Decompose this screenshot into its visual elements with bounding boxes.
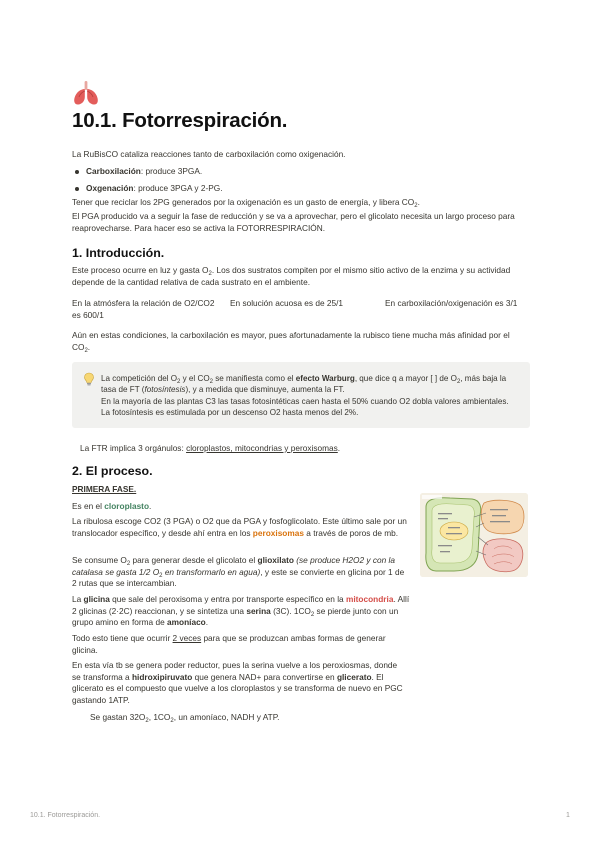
callout-line-3: La fotosíntesis es estimulada por un descenso O2 hasta menos del 2%. [101, 408, 359, 418]
bullet-text: : produce 3PGA y 2-PG. [133, 182, 223, 193]
text-run: . [149, 501, 152, 511]
bold-term: glioxilato [257, 555, 294, 565]
bold-term: serina [246, 605, 271, 616]
text-run: La competición del O [101, 374, 178, 383]
lungs-icon [72, 80, 100, 106]
callout-content [101, 373, 521, 419]
italic-text: en transformarlo en agua) [162, 566, 261, 577]
text-run: Tener que reciclar los 2PG generados por la oxigenación es un gasto de energía, y libera CO [72, 197, 415, 207]
subscript: 2 [145, 718, 149, 724]
underlined-text: 2 veces [172, 633, 202, 643]
section1-paragraph-1 [72, 265, 530, 288]
text-run: para que se produzcan ambas formas de generar glicina. [72, 633, 386, 655]
text-run: . Los dos sustratos compiten por el mismo sitio activo de la enzima y su actividad depende de la cantidad relativa de cada sustrato en el ambiente. [72, 265, 511, 287]
highlight-peroxisome: peroxisomas [252, 527, 304, 538]
intro-paragraph-2 [72, 197, 532, 209]
text-run: , más baja la tasa de FT ( [101, 374, 507, 395]
page-number: 1 [566, 812, 570, 819]
callout-line-1 [101, 373, 521, 396]
bold-term: hidroxipiruvato [131, 671, 193, 682]
section-heading-introduccion: 1. Introducción. [72, 246, 165, 260]
text-run: Este proceso ocurre en luz y gasta O [72, 265, 209, 275]
text-run: y el CO [180, 374, 210, 383]
intro-text: El PGA producido va a seguir la fase de reducción y se va a aprovechar, pero el glicolato necesita un largo proceso para reaprovecharse. Para hacer eso se activa la FOTORRESPIRACIÓN. [72, 211, 515, 233]
text-run: que sale del peroxisoma y entra por transporte específico en la [109, 594, 346, 604]
text-run: La [72, 594, 84, 604]
text-run: se pierde junto con un grupo amino en forma de [72, 605, 399, 628]
ratio-text: En carboxilación/oxigenación es 3/1 [385, 298, 518, 308]
subscript: 2 [84, 347, 88, 354]
callout-warburg [72, 362, 530, 428]
ratio-solution [230, 298, 370, 310]
lightbulb-icon [83, 372, 95, 386]
section2-paragraph-6 [72, 660, 408, 706]
bullet-text: : produce 3PGA. [140, 166, 203, 176]
text-run: , un amoníaco, NADH y ATP. [173, 712, 280, 722]
text-run: . [87, 341, 91, 352]
text-run: (3C). 1CO [270, 605, 311, 616]
section1-paragraph-2 [72, 330, 530, 353]
bold-term: amoníaco [167, 617, 206, 628]
diagram-illustration [420, 493, 528, 577]
text-run: Se consume O [72, 555, 127, 565]
section2-paragraph-7 [90, 712, 550, 724]
intro-text: La RuBisCO cataliza reacciones tanto de carboxilación como oxigenación. [72, 149, 346, 159]
bold-term: glicina [83, 594, 110, 604]
bold-term: glicerato [336, 671, 372, 682]
section-heading-proceso: 2. El proceso. [72, 464, 153, 478]
section2-paragraph-1 [72, 501, 412, 513]
subscript: 2 [126, 561, 131, 567]
text-run: La FTR implica 3 orgánulos: [80, 443, 187, 453]
text-run: . [337, 443, 341, 453]
text-run: . Allí 2 glicinas (2·2C) reaccionan, y se sintetiza una [72, 594, 410, 616]
page-title: 10.1. Fotorrespiración. [72, 109, 288, 132]
subscript: 2 [177, 379, 181, 385]
text-run: . [417, 197, 420, 207]
text-run: ), y a medida que disminuye, aumenta la FT. [185, 385, 345, 395]
text-run: La ribulosa escoge CO2 (3 PGA) o O2 que da PGA y fosfoglicolato. Este último sale por un translocador específico, y desde ahí entra en los [72, 516, 407, 538]
subscript: 2 [208, 271, 212, 277]
ratio-text: En solución acuosa es de 25/1 [230, 298, 344, 308]
ratio-text: En la atmósfera la relación de O2/CO2 es 600/1 [72, 298, 215, 320]
footer-title: 10.1. Fotorrespiración. [30, 812, 101, 819]
text-run: Se gastan 32O [90, 712, 146, 722]
highlight-chloroplast: cloroplasto [104, 501, 150, 511]
ratio-carboxylation [385, 298, 533, 310]
subscript: 2 [310, 611, 315, 618]
italic-text: (se produce H2O2 y con la catalasa se gasta 1/2 O [72, 555, 395, 577]
text-run: En esta vía tb se genera poder reductor, pues la serina vuelve a los peroxiosmas, donde se transforma a [72, 660, 398, 682]
text-run: . [205, 617, 209, 628]
highlight-mitochondria: mitocondria [345, 594, 394, 604]
text-run: que genera NAD+ para convertirse en [192, 671, 337, 682]
section2-paragraph-4 [72, 594, 412, 629]
text-run: Es en el [72, 501, 105, 511]
intro-bullet-list [72, 166, 532, 199]
subscript: 2 [456, 379, 461, 385]
ratio-atmosphere [72, 298, 217, 321]
phase-title: PRIMERA FASE. [72, 484, 137, 494]
bullet-term: Carboxilación [86, 166, 141, 176]
intro-paragraph-3 [72, 211, 530, 234]
text-run: , 1CO [148, 712, 171, 722]
text-run: . El glicerato es el compuesto que vuelve a los cloroplastos y se transforma de nuevo en PGC gastando 1ATP. [72, 671, 403, 705]
section2-paragraph-5 [72, 633, 402, 656]
subscript: 2 [209, 379, 213, 385]
subscript: 2 [159, 572, 163, 579]
bullet-term: Oxgenación [86, 182, 134, 193]
photorespiration-diagram [420, 493, 528, 577]
section2-paragraph-3 [72, 555, 408, 590]
organelles-link[interactable]: cloroplastos, mitocondrias y peroxisomas [186, 443, 338, 453]
intro-paragraph-1 [72, 149, 532, 161]
callout-line-2: En la mayoría de las plantas C3 las tasas fotosintéticas caen hasta el 50% cuando O2 dobla valores ambientales. [101, 396, 509, 406]
text-run: se manifiesta como el [212, 374, 296, 383]
subscript: 2 [414, 203, 418, 209]
text-run: para generar desde el glicolato el [130, 555, 258, 565]
list-item [72, 166, 532, 178]
text-run: , que dice q a mayor [ ] de O [354, 374, 457, 383]
section2-paragraph-2 [72, 516, 408, 539]
text-run: Aún en estas condiciones, la carboxilación es mayor, pues afortunadamente la rubisco tiene mucha más afinidad por el CO [72, 330, 510, 352]
bold-term: efecto Warburg [295, 374, 355, 383]
text-run: Todo esto tiene que ocurrir [72, 633, 173, 643]
text-run: , y este se convierte en glicina por 1 de 2 rutas que se intercambian. [72, 566, 405, 589]
list-item [72, 183, 532, 195]
subscript: 2 [170, 718, 174, 724]
text-run: a través de poros de mb. [303, 527, 399, 538]
ftr-organelles [80, 443, 540, 455]
italic-term: fotosíntesis [144, 385, 186, 395]
